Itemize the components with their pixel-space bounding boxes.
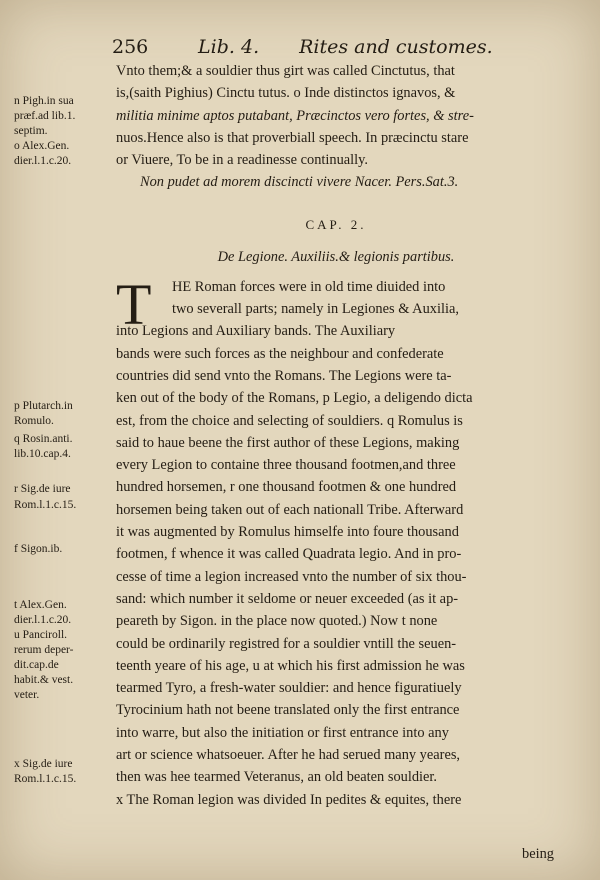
text-line: art or science whatsoeuer. After he had serued many yeares, xyxy=(116,747,461,764)
chapter-subtitle: De Legione. Auxiliis.& legionis partibus. xyxy=(217,248,455,265)
drop-cap: T xyxy=(116,271,152,337)
running-header xyxy=(112,36,532,58)
text-line: horsemen being taken out of each nationall Tribe. Afterward xyxy=(116,501,464,518)
margin-note: q Rosin.anti. xyxy=(14,433,73,445)
margin-note: t Alex.Gen. xyxy=(14,599,67,611)
margin-note: præf.ad lib.1. xyxy=(14,110,76,122)
margin-note: dier.l.1.c.20. xyxy=(14,614,72,626)
margin-note: o Alex.Gen. xyxy=(14,140,70,152)
margin-note: dit.cap.de xyxy=(14,659,59,671)
text-line: then was hee tearmed Veteranus, an old beaten souldier. xyxy=(116,769,438,786)
margin-note: p Plutarch.in xyxy=(14,400,73,412)
text-line: est, from the choice and selecting of souldiers. q Romulus is xyxy=(116,412,463,429)
chapter-heading: CAP. 2. xyxy=(305,216,367,232)
text-line: peareth by Sigon. in the place now quoted.) Now t none xyxy=(116,613,438,630)
text-line: countries did send vnto the Romans. The Legions were ta- xyxy=(116,367,452,384)
margin-note: Rom.l.1.c.15. xyxy=(14,499,77,511)
catchword: being xyxy=(522,846,554,862)
text-line: HE Roman forces were in old time diuided into xyxy=(172,278,446,295)
body-paragraph xyxy=(116,271,556,811)
text-line: ken out of the body of the Romans, p Legio, a deligendo dicta xyxy=(116,390,473,407)
main-text xyxy=(116,60,556,811)
text-line: could be ordinarily registred for a souldier vntill the seuen- xyxy=(116,635,457,652)
margin-note: veter. xyxy=(14,689,40,701)
page-number: 256 xyxy=(112,36,149,58)
text-line: Vnto them;& a souldier thus girt was called Cinctutus, that xyxy=(116,63,455,79)
margin-note: lib.10.cap.4. xyxy=(14,448,71,460)
margin-note: Romulo. xyxy=(14,415,54,427)
text-line: bands were such forces as the neighbour and confederate xyxy=(116,345,444,362)
text-line: every Legion to containe three thousand footmen,and three xyxy=(116,457,456,474)
margin-note: rerum deper- xyxy=(14,644,74,656)
margin-note: n Pigh.in sua xyxy=(14,95,74,107)
margin-note: dier.l.1.c.20. xyxy=(14,155,72,167)
text-line: it was augmented by Romulus himselfe into foure thousand xyxy=(116,524,459,541)
latin-quote: Non pudet ad morem discincti vivere Nacer. Pers.Sat.3. xyxy=(140,174,459,191)
margin-note: x Sig.de iure xyxy=(14,758,73,770)
text-line: Tyrocinium hath not beene translated only the first entrance xyxy=(116,702,460,719)
margin-note: septim. xyxy=(14,125,48,137)
margin-note: u Panciroll. xyxy=(14,629,68,641)
margin-note: Rom.l.1.c.15. xyxy=(14,773,77,785)
text-line: nuos.Hence also is that proverbiall speech. In præcinctu stare xyxy=(116,129,469,146)
margin-note: r Sig.de iure xyxy=(14,483,71,495)
text-line: sand: which number it seldome or neuer exceeded (as it ap- xyxy=(116,590,459,607)
text-line: militia minime aptos putabant, Præcinctos vero fortes, & stre- xyxy=(116,107,474,124)
text-line: teenth yeare of his age, u at which his first admission he was xyxy=(116,657,465,674)
margin-note: habit.& vest. xyxy=(14,674,74,686)
text-line: or Viuere, To be in a readinesse continually. xyxy=(116,152,369,169)
text-line: into warre, but also the initiation or first entrance into any xyxy=(116,724,449,741)
text-line: said to haue beene the first author of these Legions, making xyxy=(116,434,460,451)
book-number: Lib. 4. xyxy=(198,36,260,58)
running-title: Rites and customes. xyxy=(299,36,493,58)
text-line: into Legions and Auxiliary bands. The Auxiliary xyxy=(116,323,396,340)
text-line: cesse of time a legion increased vnto the number of six thou- xyxy=(116,568,467,585)
text-line: footmen, f whence it was called Quadrata legio. And in pro- xyxy=(116,546,462,563)
text-line: is,(saith Pighius) Cinctu tutus. o Inde distinctos ignavos, & xyxy=(116,85,456,102)
margin-note: f Sigon.ib. xyxy=(14,543,63,555)
text-line: hundred horsemen, r one thousand footmen & one hundred xyxy=(116,479,457,496)
text-line: two severall parts; namely in Legiones & Auxilia, xyxy=(172,301,459,318)
text-line: tearmed Tyro, a fresh-water souldier: and hence figuratiuely xyxy=(116,680,462,697)
text-line: x The Roman legion was divided In pedites & equites, there xyxy=(116,791,462,808)
